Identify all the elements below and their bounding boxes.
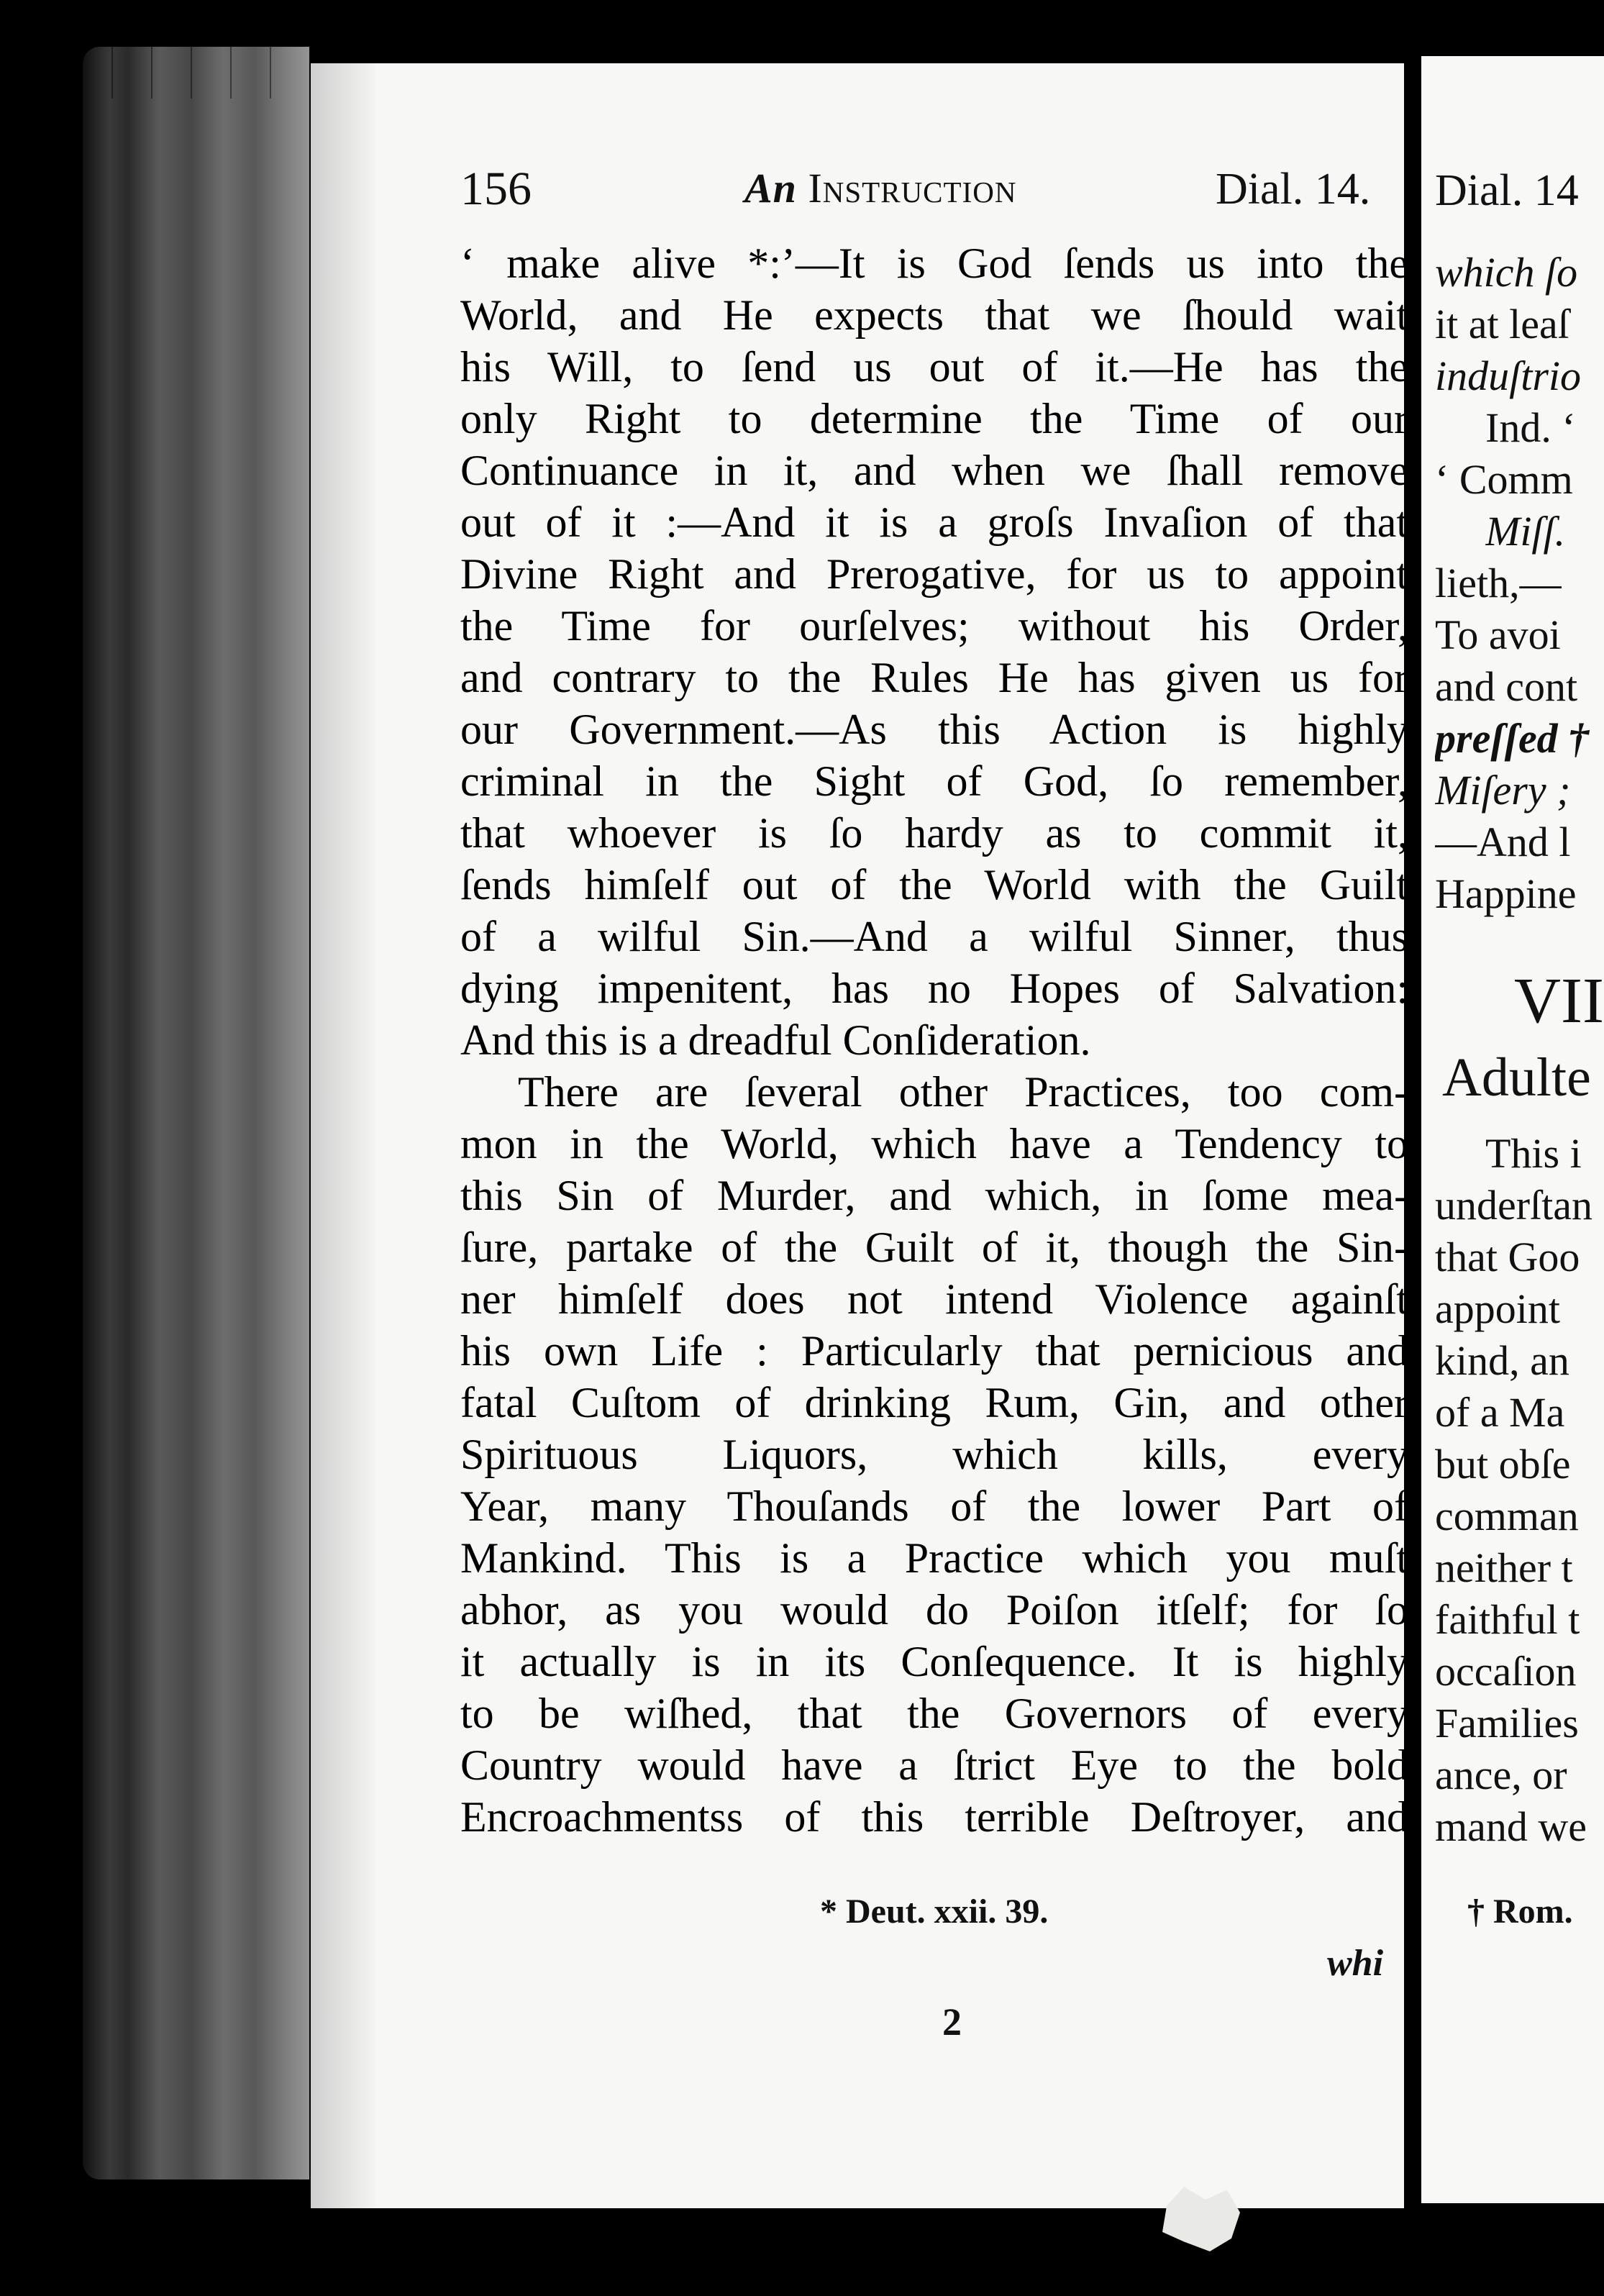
- text-line: his own Life : Particularly that pernicious and: [460, 1327, 1408, 1375]
- text-line: ance, or: [1435, 1751, 1567, 1798]
- edge-line: [230, 47, 232, 99]
- section-heading: VII: [1514, 965, 1604, 1037]
- dialogue-mark: Dial. 14.: [1216, 165, 1371, 214]
- text-line: To avoi: [1435, 611, 1561, 658]
- edge-line: [191, 47, 192, 99]
- text-line: that Goo: [1435, 1234, 1580, 1280]
- text-line: ſure, partake of the Guilt of it, though the Sin-: [460, 1224, 1408, 1271]
- text-line: Continuance in it, and when we ſhall remove: [460, 447, 1408, 494]
- text-line: criminal in the Sight of God, ſo remember,: [460, 757, 1408, 805]
- text-line: and cont: [1435, 663, 1578, 710]
- text-line: which ſo: [1435, 249, 1578, 296]
- text-line: This i: [1485, 1130, 1582, 1177]
- text-line: underſtan: [1435, 1182, 1593, 1229]
- text-line: ner himſelf does not intend Violence againſt: [460, 1275, 1408, 1323]
- right-running-head: Dial. 14: [1435, 166, 1579, 215]
- text-line: Ind. ‘: [1485, 404, 1576, 451]
- text-line: Families: [1435, 1700, 1579, 1746]
- text-line: of a Ma: [1435, 1389, 1565, 1436]
- section-subheading: Adulte: [1442, 1047, 1591, 1108]
- text-line: his Will, to ſend us out of it.—He has the: [460, 343, 1408, 391]
- running-title: [744, 164, 1016, 212]
- running-title-caps: Instruction: [808, 165, 1017, 211]
- text-line: kind, an: [1435, 1337, 1569, 1384]
- text-line: this Sin of Murder, and which, in ſome mea-: [460, 1172, 1408, 1219]
- text-line: and contrary to the Rules He has given us for: [460, 654, 1408, 701]
- text-line: mand we: [1435, 1803, 1587, 1850]
- text-line: Year, many Thouſands of the lower Part of: [460, 1482, 1408, 1530]
- text-line: it at leaſ: [1435, 301, 1569, 347]
- text-line: out of it :—And it is a groſs Invaſion of that: [460, 498, 1408, 546]
- page-shadow: [311, 63, 375, 2208]
- text-line: occaſion: [1435, 1648, 1577, 1695]
- text-line: ſends himſelf out of the World with the Guilt: [460, 861, 1408, 908]
- text-line: There are ſeveral other Practices, too com-: [518, 1068, 1408, 1116]
- text-line: of a wilful Sin.—And a wilful Sinner, thus: [460, 913, 1408, 960]
- text-line: ‘ Comm: [1435, 456, 1573, 503]
- body-text: [460, 237, 1408, 1843]
- text-line: And this is a dreadful Conſideration.: [460, 1016, 1091, 1064]
- text-line: Happine: [1435, 870, 1577, 917]
- text-line: to be wiſhed, that the Governors of every: [460, 1690, 1408, 1737]
- text-line: but obſe: [1435, 1441, 1571, 1488]
- text-line: Miſery ;: [1435, 767, 1571, 814]
- text-line: Miſſ.: [1485, 508, 1566, 555]
- text-line: dying impenitent, has no Hopes of Salvation:: [460, 965, 1408, 1012]
- text-line: Mankind. This is a Practice which you muſt: [460, 1534, 1408, 1582]
- edge-line: [151, 47, 152, 99]
- text-line: the Time for ourſelves; without his Order,: [460, 602, 1408, 650]
- text-line: our Government.—As this Action is highly: [460, 706, 1408, 753]
- book-fore-edge: [83, 47, 309, 2179]
- text-line: Encroachmentss of this terrible Deſtroyer, and: [460, 1793, 1408, 1841]
- signature-mark: 2: [942, 2000, 962, 2044]
- text-line: fatal Cuſtom of drinking Rum, Gin, and other: [460, 1379, 1408, 1426]
- edge-line: [270, 47, 271, 99]
- text-line: World, and He expects that we ſhould wait: [460, 291, 1408, 339]
- text-line: only Right to determine the Time of our: [460, 395, 1408, 442]
- page-number: 156: [460, 163, 532, 215]
- catchword: whi: [1327, 1943, 1384, 1984]
- text-line: it actually is in its Conſequence. It is highly: [460, 1638, 1408, 1685]
- text-line: neither t: [1435, 1544, 1573, 1591]
- text-line: —And l: [1435, 819, 1571, 865]
- text-line: Spirituous Liquors, which kills, every: [460, 1431, 1408, 1478]
- text-line: abhor, as you would do Poiſon itſelf; for ſo: [460, 1586, 1408, 1634]
- text-line: that whoever is ſo hardy as to commit it,: [460, 809, 1408, 857]
- text-line: appoint: [1435, 1285, 1560, 1332]
- text-line: faithful t: [1435, 1596, 1580, 1643]
- text-line: preſſed †: [1435, 715, 1590, 762]
- footnote: * Deut. xxii. 39.: [820, 1892, 1049, 1931]
- right-page-text: [1435, 0, 1604, 2296]
- text-line: comman: [1435, 1493, 1579, 1539]
- text-line: lieth,—: [1435, 560, 1562, 606]
- text-line: Country would have a ſtrict Eye to the bold: [460, 1741, 1408, 1789]
- text-line: ‘ make alive *:’—It is God ſends us into the: [460, 240, 1408, 287]
- text-line: mon in the World, which have a Tendency to: [460, 1120, 1408, 1167]
- edge-line: [111, 47, 113, 99]
- right-footnote: † Rom.: [1467, 1892, 1573, 1931]
- text-line: Divine Right and Prerogative, for us to appoint: [460, 550, 1408, 598]
- running-title-italic: An: [744, 165, 797, 211]
- text-line: induſtrio: [1435, 352, 1582, 399]
